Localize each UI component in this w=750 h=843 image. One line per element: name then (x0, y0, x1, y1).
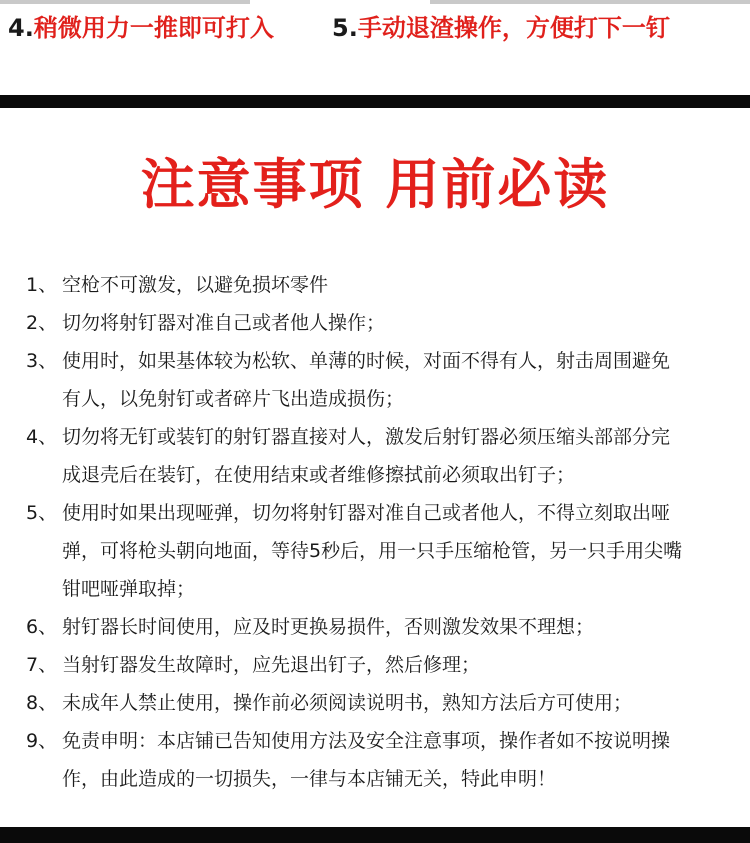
notice-item-line: 有人，以免射钉或者碎片飞出造成损伤； (62, 388, 405, 410)
notice-item (26, 684, 736, 722)
notice-item-number: 3、 (26, 350, 58, 372)
step-4-number: 4. (8, 14, 34, 42)
notice-item-number: 2、 (26, 312, 58, 334)
notice-item-text (62, 608, 736, 646)
step-4-caption (8, 10, 274, 46)
notice-item-text (62, 418, 736, 494)
photo-edge-right (430, 0, 750, 4)
top-photo-edge (0, 0, 750, 6)
notice-item (26, 342, 736, 418)
notice-item-line: 弹，可将枪头朝向地面，等待5秒后，用一只手压缩枪管，另一只手用尖嘴 (62, 540, 683, 562)
notice-item-text (62, 304, 736, 342)
steps-row (0, 10, 750, 50)
notice-item-text (62, 266, 736, 304)
notice-item (26, 418, 736, 494)
notice-item (26, 266, 736, 304)
notice-item-line: 使用时如果出现哑弹，切勿将射钉器对准自己或者他人，不得立刻取出哑 (62, 502, 671, 524)
notice-item-line: 钳吧哑弹取掉； (62, 578, 196, 600)
notice-item-line: 成退壳后在装钉，在使用结束或者维修擦拭前必须取出钉子； (62, 464, 576, 486)
notice-item-number: 6、 (26, 616, 58, 638)
notice-item-line: 空枪不可激发，以避免损坏零件 (62, 274, 329, 296)
notice-item-text (62, 722, 736, 798)
notice-item-number: 1、 (26, 274, 58, 296)
section-divider (0, 95, 750, 108)
notice-item (26, 494, 736, 608)
notice-item-number: 5、 (26, 502, 58, 524)
notice-item-line: 当射钉器发生故障时，应先退出钉子，然后修理； (62, 654, 481, 676)
notice-item (26, 722, 736, 798)
notice-item-number: 8、 (26, 692, 58, 714)
notice-item-line: 作，由此造成的一切损失，一律与本店铺无关，特此申明！ (62, 768, 557, 790)
photo-edge-left (0, 0, 250, 4)
notice-title: 注意事项 用前必读 (140, 153, 610, 216)
step-4-text: 稍微用力一推即可打入 (33, 14, 274, 42)
notice-item-line: 切勿将射钉器对准自己或者他人操作； (62, 312, 386, 334)
notice-item (26, 646, 736, 684)
notice-item-number: 4、 (26, 426, 58, 448)
notice-item-line: 未成年人禁止使用，操作前必须阅读说明书，熟知方法后方可使用； (62, 692, 633, 714)
notice-item-text (62, 494, 736, 608)
bottom-divider (0, 827, 750, 843)
notice-item-text (62, 646, 736, 684)
notice-item-text (62, 684, 736, 722)
notice-item-number: 9、 (26, 730, 58, 752)
step-5-number: 5. (332, 14, 358, 42)
step-5-text: 手动退渣操作，方便打下一钉 (357, 14, 670, 42)
notice-item-line: 免责申明：本店铺已告知使用方法及安全注意事项，操作者如不按说明操 (62, 730, 671, 752)
step-5-caption (332, 10, 670, 46)
notice-item-number: 7、 (26, 654, 58, 676)
notice-item (26, 608, 736, 646)
notice-item-text (62, 342, 736, 418)
notice-item-line: 使用时，如果基体较为松软、单薄的时候，对面不得有人，射击周围避免 (62, 350, 671, 372)
notice-list (26, 266, 736, 798)
notice-item (26, 304, 736, 342)
notice-item-line: 射钉器长时间使用，应及时更换易损件，否则激发效果不理想； (62, 616, 595, 638)
notice-item-line: 切勿将无钉或装钉的射钉器直接对人，激发后射钉器必须压缩头部部分完 (62, 426, 671, 448)
